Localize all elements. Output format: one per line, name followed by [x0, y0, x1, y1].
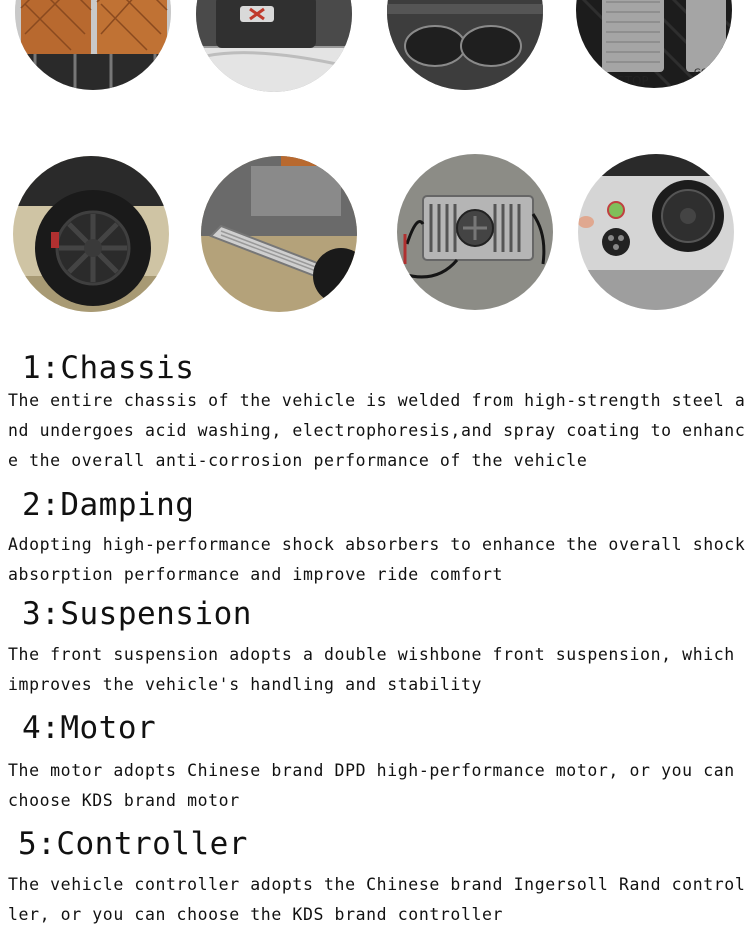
section-title-controller: 5:Controller [18, 826, 248, 862]
section-title-chassis: 1:Chassis [22, 350, 195, 386]
cup-holder-photo [387, 0, 543, 90]
section-body-chassis: The entire chassis of the vehicle is welded from high-strength steel and undergoes acid washing, electrophoresis,and spray coating to enhance the overall anti-corrosion performance of the vehicle [8, 391, 746, 470]
pedal-photo [576, 0, 732, 88]
cup-holder-icon [387, 0, 543, 90]
pedal-icon [576, 0, 732, 88]
dashboard-icon [196, 0, 352, 92]
seat-icon [15, 0, 171, 90]
section-body-controller: The vehicle controller adopts the Chinese brand Ingersoll Rand controller, or you can choose the KDS brand controller [8, 875, 746, 924]
section-body-motor: The motor adopts Chinese brand DPD high-performance motor, or you can choose KDS brand motor [8, 761, 735, 810]
pedal-stop-text: STOP [617, 74, 649, 88]
section-body-suspension: The front suspension adopts a double wishbone front suspension, which improves the vehicle's handling and stability [8, 645, 735, 694]
rear-seat-photo [15, 0, 171, 90]
charging-port-icon [578, 154, 734, 310]
charging-port-photo [578, 154, 734, 310]
dashboard-photo [196, 0, 352, 92]
wheel-icon [13, 156, 169, 312]
pedal-go-text: GO [694, 68, 709, 78]
charger-photo [397, 154, 553, 310]
charger-icon [397, 154, 553, 310]
section-title-damping: 2:Damping [22, 487, 195, 523]
wheel-photo [13, 156, 169, 312]
step-icon [201, 156, 357, 312]
section-title-motor: 4:Motor [22, 710, 157, 746]
step-board-photo [201, 156, 357, 312]
section-title-suspension: 3:Suspension [22, 596, 252, 632]
section-body-damping: Adopting high-performance shock absorbers to enhance the overall shock absorption performance and improve ride comfort [8, 535, 746, 584]
